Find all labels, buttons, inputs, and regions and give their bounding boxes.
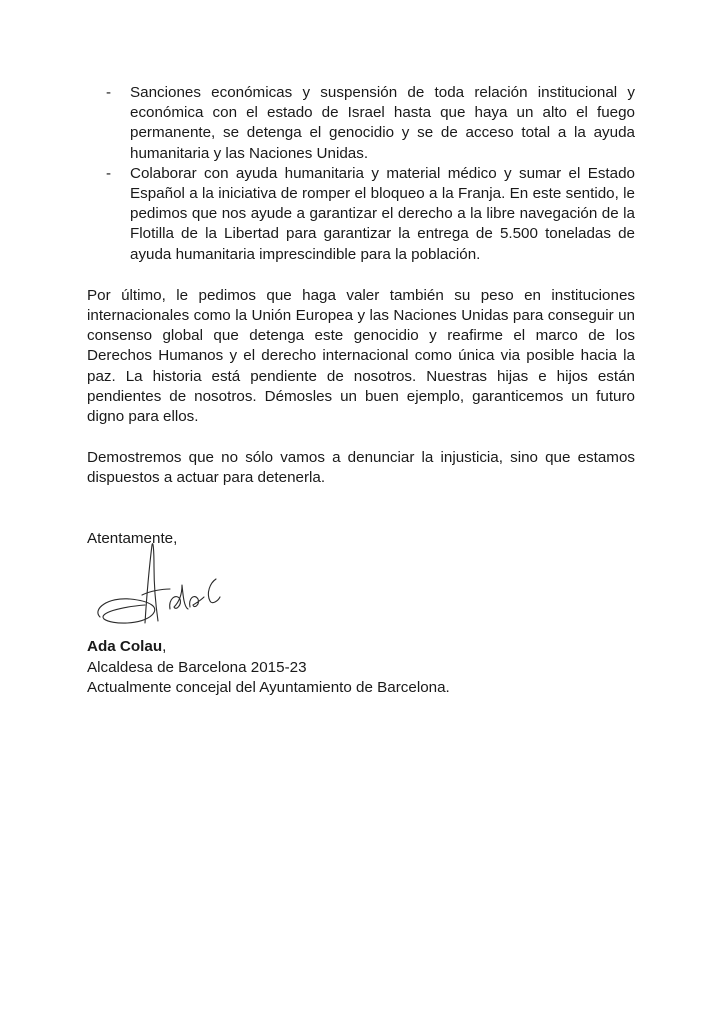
list-item [106,83,635,164]
handwritten-signature-image [90,537,230,632]
letter-body [87,83,635,549]
signer-title: Alcaldesa de Barcelona 2015-23 [87,658,307,676]
paragraph-final-statement: Demostremos que no sólo vamos a denunciar la injusticia, sino que estamos dispuestos a actuar para detenerla. [87,449,635,487]
bullet-dash: - [106,164,112,182]
paragraph-closing-request: Por último, le pedimos que haga valer también su peso en instituciones internacionales como la Unión Europea y las Naciones Unidas para conseguir un consenso global que detenga este genocidio y reafirme el marco de los Derechos Humanos y el derecho internacional como única via posible hacia la paz. La historia está pendiente de nosotros. Nuestras hijas e hijos están pendientes de nosotros. Démosles un buen ejemplo, garanticemos un futuro digno para ellos. [87,286,635,426]
demands-list [87,83,635,265]
bullet-dash: - [106,84,112,101]
closing-salutation: Atentamente, [87,529,178,547]
signer-name-line [87,637,450,658]
signer-current-role: Actualmente concejal del Ayuntamiento de Barcelona. [87,679,450,696]
signer-name: Ada Colau [87,638,163,655]
signature-block [87,637,450,699]
list-item [106,164,635,265]
list-item-text: Colaborar con ayuda humanitaria y material médico y sumar el Estado Español a la iniciativa de romper el bloqueo a la Franja. En este sentido, le pedimos que nos ayude a garantizar el derecho a la libre navegación de la Flotilla de la Libertad para garantizar la entrega de 5.500 toneladas de ayuda humanitaria imprescindible para la población. [130,164,635,263]
signer-name-suffix: , [162,638,167,655]
list-item-text: Sanciones económicas y suspensión de toda relación institucional y económica con el estado de Israel hasta que haya un alto el fuego permanente, se detenga el genocidio y se de acceso total a la ayuda humanitaria y las Naciones Unidas. [130,84,635,162]
